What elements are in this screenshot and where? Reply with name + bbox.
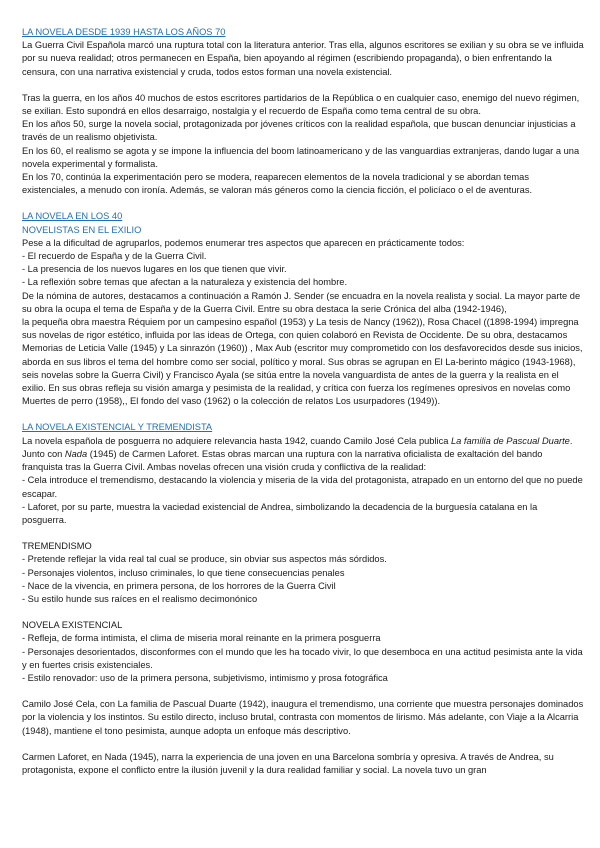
list-item: - Su estilo hunde sus raíces en el realismo decimonónico (22, 593, 258, 604)
section-heading-existencial-tremendista: LA NOVELA EXISTENCIAL Y TREMENDISTA (22, 422, 213, 433)
list-item: - La presencia de los nuevos lugares en los que tienen que vivir. (22, 264, 287, 275)
list-item: - Pretende reflejar la vida real tal cual se produce, sin obviar sus aspectos más sórdidos. (22, 554, 387, 565)
list-item: - Personajes violentos, incluso criminales, lo que tiene consecuencias penales (22, 567, 345, 578)
paragraph: Carmen Laforet, en Nada (1945), narra la experiencia de una joven en una Barcelona sombría y opresiva. A través de Andrea, su protagonista, expone el conflicto entre la ilusión juvenil y la dura realidad familiar y social. La novela tuvo un gran (22, 751, 554, 775)
paragraph: la pequeña obra maestra Réquiem por un campesino español (1953) y La tesis de Nancy (1962)), Rosa Chacel ((1898-1994) impregna sus novelas de rigor estético, influida por las ideas de Ortega, con quien colaboró en Revista de Occidente. De su obra, destacamos Memorias de Leticia Valle (1945) y La sinrazón (1960)) , Max Aub (escritor muy comprometido con los desfavorecidos desde sus inicios, aborda en sus libros el tema del hombre como ser social, político y moral. Sus obras se agrupan en El La-berinto mágico (1943-1968), seis novelas sobre la Guerra Civil) y Francisco Ayala (se sitúa entre la novela vanguardista de antes de la guerra y la realista en el exilio. En sus obras refleja su visión amarga y pesimista de la realidad, y crítica con fuerza los regímenes opresivos en novelas como Muertes de perro (1958),, El fondo del vaso (1962) o la colección de relatos Los usurpadores (1949)). (22, 317, 583, 407)
list-item: - Refleja, de forma intimista, el clima de miseria moral reinante en la primera posguerra (22, 633, 381, 644)
paragraph: De la nómina de autores, destacamos a continuación a Ramón J. Sender (se encuadra en la novela realista y social. La mayor parte de su obra la ocupa el tema de España y de la Guerra Civil. Entre su obra destaca la serie Crónica del alba (1942-1946), (22, 290, 581, 314)
list-item: - Estilo renovador: uso de la primera persona, subjetivismo, intimismo y prosa fotográfica (22, 672, 388, 683)
section-heading-novela-existencial: NOVELA EXISTENCIAL (22, 620, 123, 631)
paragraph: Tras la guerra, en los años 40 muchos de estos escritores partidarios de la República o en cualquier caso, enemigo del nuevo régimen, se exilian. Esto supondrá en ellos desarraigo, nostalgia y el recuerdo de España como tema central de su obra. (22, 92, 580, 117)
paragraph: La Guerra Civil Española marcó una ruptura total con la literatura anterior. Tras ella, algunos escritores se exilian y su obra se ve influida por su nueva realidad; otros permanecen en España, bien apoyando al régimen (escribiendo propaganda), o bien enfrentando la censura, con una narrativa existencial y cruda, todos estos forman una novela existencial. (22, 40, 584, 77)
list-item: - Personajes desorientados, disconformes con el mundo que les ha tocado vivir, lo que desemboca en una actitud pesimista ante la vida y en fuertes crisis existenciales. (22, 646, 583, 670)
paragraph: En los 70, continúa la experimentación pero se modera, reaparecen elementos de la novela tradicional y se abordan temas existenciales, a menudo con ironía. Además, se valoran más géneros como la ciencia ficción, el policíaco o el de aventuras. (22, 172, 533, 196)
section-heading-novela-1939-70: LA NOVELA DESDE 1939 HASTA LOS AÑOS 70 (22, 27, 226, 37)
list-item: - Laforet, por su parte, muestra la vaciedad existencial de Andrea, simbolizando la decadencia de la burguesía catalana en la posguerra. (22, 501, 538, 525)
paragraph: Camilo José Cela, con La familia de Pascual Duarte (1942), inaugura el tremendismo, una corriente que muestra personajes dominados por la violencia y los instintos. Su estilo directo, incluso brutal, contrasta con momentos de lirismo. Más adelante, con Viaje a la Alcarria (1948), mantiene el tono pesimista, aunque adopta un enfoque más descriptivo. (22, 699, 584, 736)
document-page (22, 26, 584, 777)
paragraph (22, 435, 584, 475)
paragraph: En los 60, el realismo se agota y se impone la influencia del boom latinoamericano y de las vanguardias extranjeras, dando lugar a una novela experimental y formalista. (22, 145, 580, 169)
book-title: La familia de Pascual Duarte (450, 435, 570, 446)
text-run: . Junto con (22, 435, 573, 459)
text-run: La novela española de posguerra no adquiere relevancia hasta 1942, cuando Camilo José Cela publica (22, 435, 451, 446)
text-run: (1945) de Carmen Laforet. Estas obras marcan una ruptura con la narrativa oficialista de exaltación del bando franquista tras la Guerra Civil. Ambas novelas ofrecen una visión cruda y conflictiva de la realidad: (22, 448, 543, 473)
subheading-exilio: NOVELISTAS EN EL EXILIO (22, 224, 142, 235)
list-item: - La reflexión sobre temas que afectan a la naturaleza y existencia del hombre. (22, 277, 348, 288)
paragraph: Pese a la dificultad de agruparlos, podemos enumerar tres aspectos que aparecen en prácticamente todos: (22, 237, 465, 248)
section-heading-tremendismo: TREMENDISMO (22, 541, 92, 552)
book-title: Nada (64, 448, 88, 459)
section-heading-novela-40: LA NOVELA EN LOS 40 (22, 211, 123, 222)
list-item: - Nace de la vivencia, en primera persona, de los horrores de la Guerra Civil (22, 580, 336, 591)
paragraph: En los años 50, surge la novela social, protagonizada por jóvenes críticos con la realidad española, que buscan denunciar injusticias a través de un realismo objetivista. (22, 119, 576, 143)
list-item: - Cela introduce el tremendismo, destacando la violencia y miseria de la vida del protagonista, atrapado en un entorno del que no puede escapar. (22, 475, 583, 499)
list-item: - El recuerdo de España y de la Guerra Civil. (22, 251, 207, 262)
